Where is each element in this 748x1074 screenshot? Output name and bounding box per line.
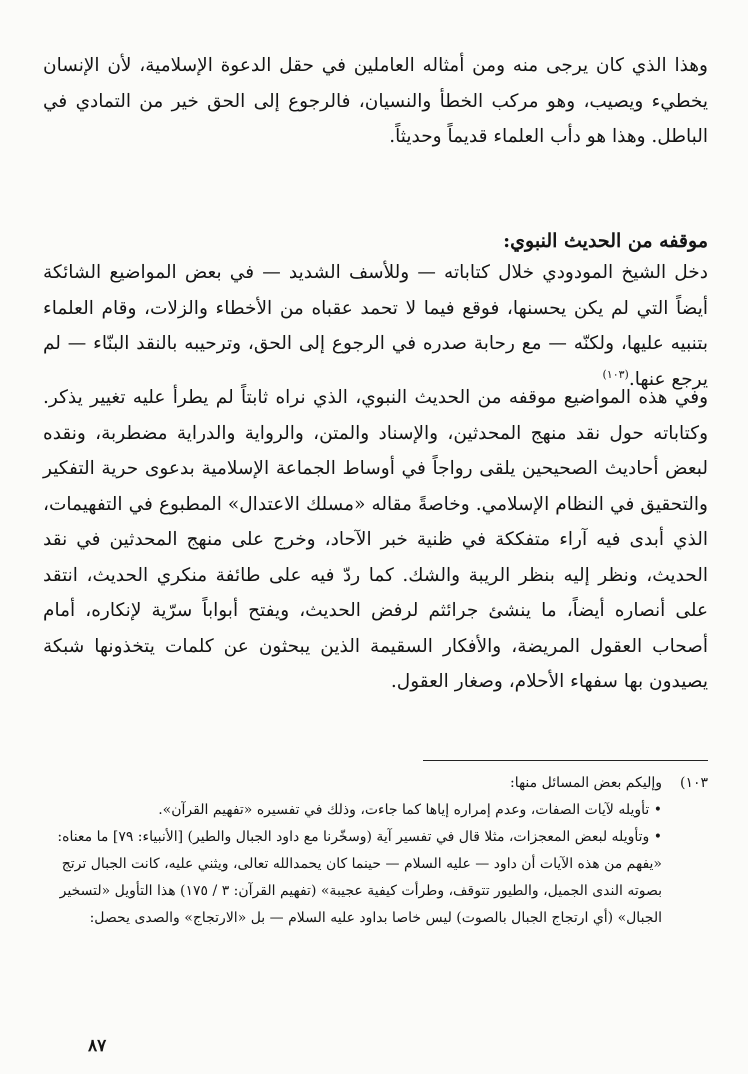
footnote-intro: وإليكم بعض المسائل منها:	[509, 775, 662, 791]
footnote-item-1: • تأويله لآيات الصفات، وعدم إمراره إياها كما جاءت، وذلك في تفسيره «تفهيم القرآن».	[43, 797, 708, 824]
section-paragraph-2: وفي هذه المواضيع موقفه من الحديث النبوي، الذي نراه ثابتاً لم يطرأ عليه تغيير يذكر. وكتاباته حول نقد منهج المحدثين، والإسناد والمتن، والرواية والدراية مضطربة، ونقده لبعض أحاديث الصحيحين يلقى رواجاً في أوساط الجماعة الإسلامية بدعوى حرية التفكير والتحقيق في النظام الإسلامي. وخاصةً مقاله «مسلك الاعتدال» المطبوع في التفهيمات، الذي أبدى فيه آراء متفككة في ظنية خبر الآحاد، وخرج على منهج المحدثين في نقد الحديث، ونظر إليه بنظر الريبة والشك. كما ردّ فيه على طائفة منكري الحديث، انتقد على أنصاره أيضاً، ما ينشئ جرائثم لرفض الحديث، ويفتح أبواباً سرّية لإنكاره، أمام أصحاب العقول المريضة، والأفكار السقيمة الذين يبحثون عن كلمات يتخذونها شبكة يصيدون بها سفهاء الأحلام، وصغار العقول.	[43, 387, 708, 692]
section-heading: موقفه من الحديث النبوي:	[503, 230, 708, 252]
footnote-header	[43, 770, 708, 797]
footnote-item-2: • وتأويله لبعض المعجزات، مثلا قال في تفسير آية (وسخّرنا مع داود الجبال والطير) [الأنبياء: ٧٩] ما معناه: «يفهم من هذه الآيات أن داود — عليه السلام — حينما كان يحمدالله تعالى، ويثني عليه، كانت الجبال ترتج بصوته الندى الجميل، والطيور تتوقف، وطرأت كيفية عجيبة» (تفهيم القرآن: ٣ / ١٧٥) هذا التأويل «لتسخير الجبال» (أي ارتجاج الجبال بالصوت) ليس خاصا بداود عليه السلام — بل «الارتجاج» والصدى يحصل:	[43, 824, 708, 932]
footnote-reference: (١٠٣)	[602, 367, 629, 381]
footnote-number: ١٠٣)	[679, 775, 708, 791]
footnotes	[43, 770, 708, 932]
section-paragraph-1	[43, 255, 708, 397]
section-paragraph-1-text: دخل الشيخ المودودي خلال كتاباته — وللأسف الشديد — في بعض المواضيع الشائكة أيضاً التي لم يكن يحسنها، فوقع فيما لا تحمد عقباه من الأخطاء والزلات، وقام العلماء بتنبيه عليها، ولكنّه — مع رحابة صدره في الرجوع إلى الحق، وترحيبه بالنقد البنّاء — لم يرجع عنها.	[43, 262, 708, 390]
intro-paragraph: وهذا الذي كان يرجى منه ومن أمثاله العاملين في حقل الدعوة الإسلامية، لأن الإنسان يخطيء ويصيب، وهو مركب الخطأ والنسيان، فالرجوع إلى الحق خير من التمادي في الباطل. وهذا هو دأب العلماء قديماً وحديثاً.	[43, 55, 708, 147]
page-number: ٨٧	[88, 1036, 107, 1056]
footnote-divider	[423, 760, 708, 761]
